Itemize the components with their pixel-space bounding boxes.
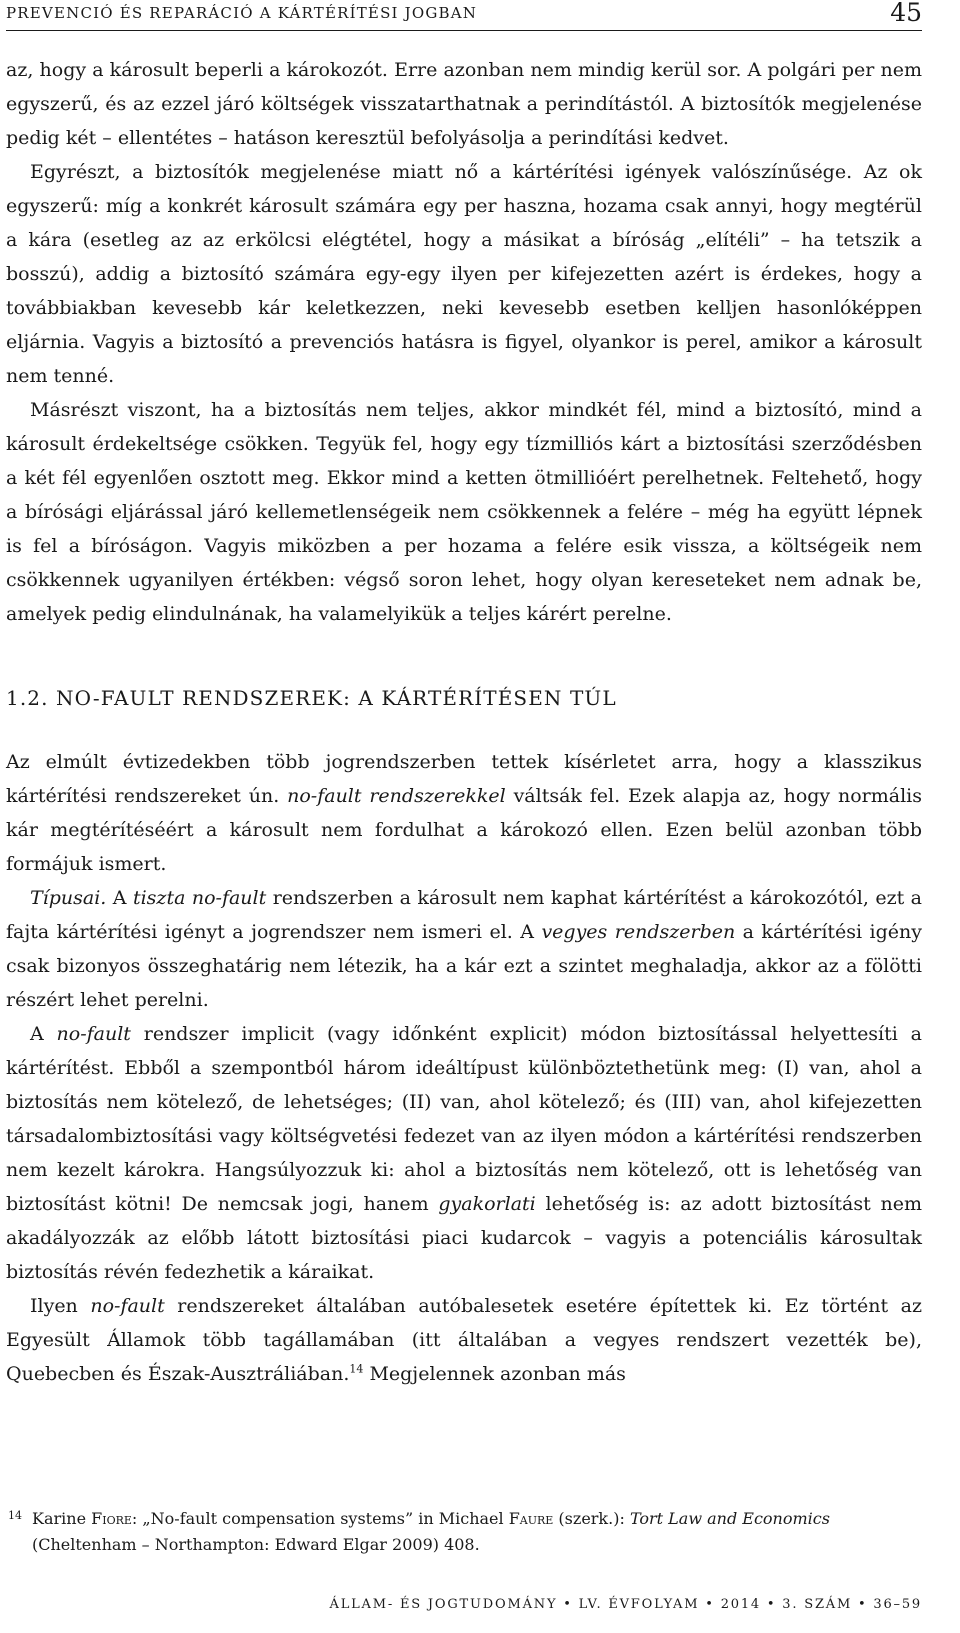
emphasis: no-fault — [90, 1295, 165, 1317]
running-header — [6, 0, 922, 31]
body-text — [6, 53, 922, 1391]
author-name: Fiore — [91, 1509, 132, 1528]
paragraph: Egyrészt, a biztosítók megjelenése miatt nő a kártérítési igények valószínűsége. Az ok egyszerű: míg a konkrét károsult számára egy per haszna, hozama csak annyi, hogy megtérül a kára (esetleg az az erkölcsi elégtétel, hogy a másikat a bíróság „elítéli” – ha tetszik a bosszú), addig a biztosító számára egy-egy ilyen per kifejezetten azért is érdekes, hogy a továbbiakban kevesebb kár keletkezzen, neki kevesebb esetben kelljen hasonlóképpen eljárnia. Vagyis a biztosító a prevenciós hatásra is figyel, olyankor is perel, amikor a károsult nem tenné. — [6, 161, 922, 387]
emphasis: tiszta no-fault — [132, 887, 267, 909]
page-number: 45 — [890, 0, 922, 27]
running-footer: ÁLLAM- ÉS JOGTUDOMÁNY • LV. ÉVFOLYAM • 2014 • 3. SZÁM • 36–59 — [329, 1597, 922, 1612]
paragraph: Ilyen no-fault rendszereket általában autóbalesetek esetére építettek ki. Ez történt az Egyesült Államok több tagállamában (itt általában a vegyes rendszert vezették be), Quebecben és Észak-Ausztráliában.$^{14}$ Megjelennek azonban más — [6, 1295, 922, 1385]
paragraph: Az elmúlt évtizedekben több jogrendszerben tettek kísérletet arra, hogy a klasszikus kártérítési rendszereket ún. no-fault rendszerekkel váltsák fel. Ezek alapja az, hogy normális kár megtérítéséért a károsult nem fordulhat a károkozó ellen. Ezen belül azonban több formájuk ismert. — [6, 751, 922, 875]
footnote-number: 14 — [8, 1509, 22, 1522]
paragraph: az, hogy a károsult beperli a károkozót. Erre azonban nem mindig kerül sor. A polgári per nem egyszerű, és az ezzel járó költségek visszatarthatnak a perindítástól. A biztosítók megjelenése pedig két – ellentétes – hatáson keresztül befolyásolja a perindítási kedvet. — [6, 59, 922, 149]
emphasis: no-fault rendszerekkel — [287, 785, 506, 807]
paragraph: Típusai. A tiszta no-fault rendszerben a károsult nem kaphat kártérítést a károkozótól, ezt a fajta kártérítési igényt a jogrendszer nem ismeri el. A vegyes rendszerben a kártérítési igény csak bizonyos összeghatárig nem létezik, ha a kár ezt a szintet meghaladja, akkor az a fölötti részért lehet perelni. — [6, 887, 922, 1011]
paragraph: A no-fault rendszer implicit (vagy időnként explicit) módon biztosítással helyettesíti a kártérítést. Ebből a szempontból három ideáltípust különböztethetünk meg: (I) van, ahol a biztosítás nem kötelező, de lehetséges; (II) van, ahol kötelező; és (III) van, ahol kifejezetten társadalombiztosítási vagy költségvetési fedezet van az ilyen módon a kártérítési rendszerben nem kezelt károkra. Hangsúlyozzuk ki: ahol a biztosítás nem kötelező, ott is lehetőség van biztosítást kötni! De nemcsak jogi, hanem gyakorlati lehetőség is: az adott biztosítást nem akadályozzák az előbb látott biztosítási piaci kudarcok – vagyis a potenciális károsultak biztosítás révén fedezhetik a káraikat. — [6, 1023, 922, 1283]
footnote-reference[interactable]: 14 — [349, 1362, 364, 1376]
emphasis: no-fault — [56, 1023, 131, 1045]
paragraph: Másrészt viszont, ha a biztosítás nem teljes, akkor mindkét fél, mind a biztosító, mind a károsult érdekeltsége csökken. Tegyük fel, hogy egy tízmilliós kárt a biztosítási szerződésben a két fél egyenlően osztott meg. Ekkor mind a ketten ötmillióért perelhetnek. Feltehető, hogy a bírósági eljárással járó kellemetlenségeik nem csökkennek a felére – még ha együtt lépnek is fel a bíróságon. Vagyis miközben a per hozama a felére esik vissza, a költségeik nem csökkennek ugyanilyen értékben: végső soron lehet, hogy olyan kereseteket nem adnak be, amelyek pedig elindulnának, ha valamelyikük a teljes kárért perelne. — [6, 399, 922, 625]
emphasis: gyakorlati — [438, 1193, 536, 1215]
footnote-text: Karine Fiore: „No-fault compensation systems” in Michael Faure (szerk.): Tort Law and Economics (Cheltenham – Northampton: Edward Elgar 2009) 408. — [32, 1509, 830, 1554]
section-heading: 1.2. NO-FAULT RENDSZEREK: A KÁRTÉRÍTÉSEN TÚL — [6, 686, 617, 710]
emphasis: vegyes rendszerben — [541, 921, 736, 943]
author-name: Faure — [508, 1509, 554, 1528]
emphasis: Típusai. — [30, 887, 107, 909]
running-title: PREVENCIÓ ÉS REPARÁCIÓ A KÁRTÉRÍTÉSI JOGBAN — [6, 4, 478, 22]
footnote — [6, 1506, 922, 1558]
book-title: Tort Law and Economics — [629, 1509, 830, 1528]
